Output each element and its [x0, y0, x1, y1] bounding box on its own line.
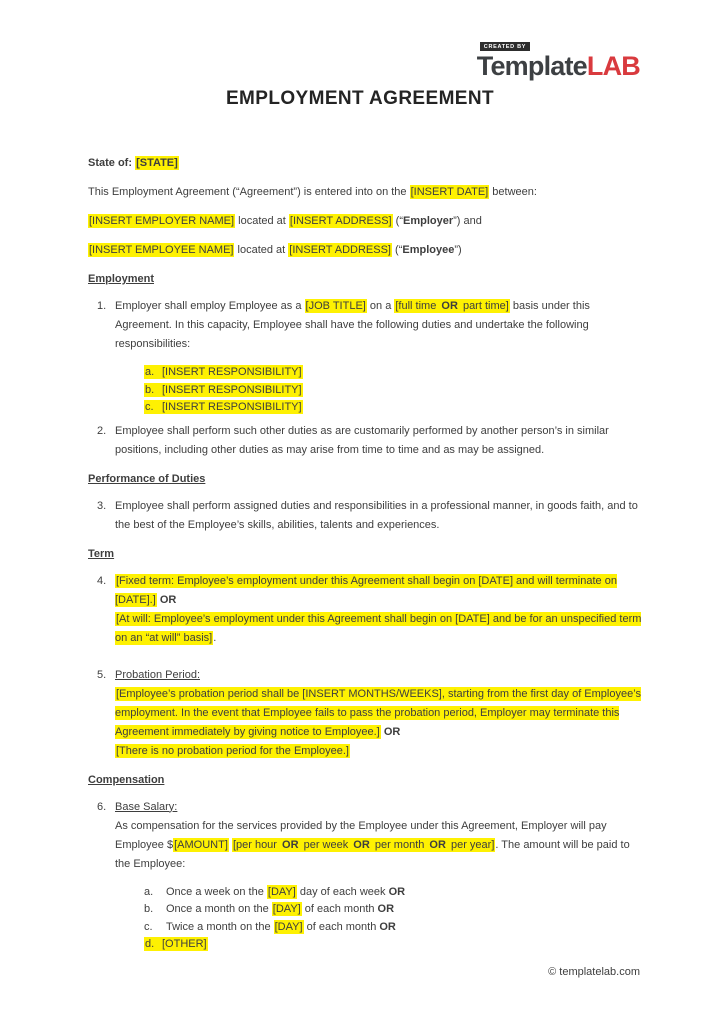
- placeholder-field: [STATE]: [136, 157, 178, 169]
- sub-item-letter: b.: [145, 383, 155, 396]
- placeholder-field: per year]: [447, 838, 495, 851]
- numbered-list-item: [88, 497, 642, 535]
- text-segment: located at: [234, 244, 289, 256]
- placeholder-field: [INSERT DATE]: [410, 186, 489, 198]
- sub-item-letter: c.: [145, 401, 154, 413]
- lettered-sub-item: [144, 364, 642, 381]
- text-segment: Employee shall perform assigned duties and responsibilities in a professional manner, in goods faith, and to the best of the Employee’s skills, abilities, talents and experiences.: [115, 499, 638, 531]
- text-segment: Twice a month on the: [166, 920, 274, 933]
- placeholder-field: [INSERT EMPLOYER NAME]: [89, 215, 235, 227]
- text-segment: Employer shall employ Employee as a: [115, 300, 305, 312]
- list-item-text: [115, 299, 590, 350]
- list-number: 6.: [97, 800, 107, 813]
- sub-item-letter: c.: [144, 920, 153, 933]
- list-item-text: [115, 669, 641, 758]
- placeholder-field: [Employee’s probation period shall be [INSERT MONTHS/WEEKS], starting from the first day of Employee’s employment. In the event that Employee fails to pass the probation period, Employer may terminate this Agreement immediately by giving notice to Employee.]: [115, 687, 641, 738]
- list-item-text: [115, 801, 630, 870]
- section-heading: [88, 771, 642, 790]
- list-number: 1.: [97, 300, 107, 312]
- placeholder-field: [INSERT RESPONSIBILITY]: [162, 401, 302, 413]
- placeholder-field: OR: [429, 838, 446, 851]
- placeholder-field: [There is no probation period for the Employee.]: [116, 744, 349, 757]
- placeholder-field: OR: [282, 838, 299, 851]
- lettered-sub-item: [144, 884, 642, 901]
- text-segment: of each month: [301, 903, 378, 915]
- text-segment: Once a week on the: [166, 885, 267, 898]
- text-segment: basis under this Agreement. In this capacity, Employee shall have the following duties and undertake the following responsibilities:: [115, 300, 590, 350]
- templatelab-logo: [477, 33, 640, 80]
- placeholder-field: [JOB TITLE]: [305, 300, 366, 312]
- text-segment: Employment: [88, 273, 155, 285]
- numbered-list-item: [88, 422, 642, 460]
- text-segment: Probation Period:: [115, 668, 200, 681]
- text-segment: between:: [489, 186, 537, 198]
- lettered-sub-item: [144, 936, 642, 953]
- placeholder-field: [per hour: [232, 838, 281, 851]
- text-segment: As compensation for the services provided by the Employee under this Agreement, Employer will pay Employee $: [115, 819, 607, 851]
- placeholder-field: OR: [441, 300, 458, 312]
- numbered-list-item: [88, 798, 642, 874]
- text-segment: OR: [379, 920, 396, 933]
- placeholder-field: [144, 383, 303, 397]
- list-item-text: [115, 425, 609, 456]
- placeholder-field: [INSERT RESPONSIBILITY]: [162, 383, 302, 396]
- placeholder-field: OR: [353, 838, 370, 851]
- list-number: 4.: [97, 574, 107, 587]
- placeholder-field: [At will: Employee’s employment under this Agreement shall begin on [DATE] and be for an unspecified term on an “at will” basis]: [115, 612, 642, 644]
- paragraph: [88, 212, 642, 231]
- list-number: 5.: [97, 668, 107, 681]
- sub-item-letter: d.: [145, 938, 155, 950]
- text-segment: Employee shall perform such other duties as are customarily performed by another person’s in similar positions, including other duties as may arise from time to time and as may be assigned.: [115, 424, 609, 456]
- text-segment: State of:: [88, 157, 136, 169]
- paragraph: [88, 154, 642, 173]
- text-segment: This Employment Agreement (“Agreement”) is entered into on the: [88, 186, 410, 198]
- text-segment: ”) and: [453, 215, 482, 227]
- text-segment: (“: [392, 215, 403, 227]
- placeholder-field: per week: [300, 838, 352, 851]
- text-segment: OR: [388, 885, 406, 898]
- text-segment: located at: [235, 215, 289, 227]
- placeholder-field: [full time: [395, 300, 440, 312]
- lettered-sub-item: [144, 382, 642, 399]
- placeholder-field: [Fixed term: Employee’s employment under this Agreement shall begin on [DATE] and will terminate on [DATE].]: [115, 574, 617, 606]
- text-segment: Base Salary:: [115, 800, 178, 813]
- placeholder-field: part time]: [459, 300, 509, 312]
- lettered-sub-item: [144, 901, 642, 918]
- logo-text-accent: LAB: [586, 51, 640, 81]
- text-segment: day of each week: [296, 885, 389, 898]
- text-segment: Performance of Duties: [88, 472, 206, 485]
- placeholder-field: [OTHER]: [162, 938, 207, 950]
- numbered-list-item: [88, 297, 642, 354]
- sub-item-letter: a.: [144, 885, 154, 898]
- text-segment: Term: [88, 547, 115, 560]
- text-segment: Employer: [402, 215, 454, 227]
- placeholder-field: [144, 400, 303, 414]
- text-segment: OR: [383, 725, 401, 738]
- placeholder-field: [DAY]: [267, 885, 296, 898]
- text-segment: .: [213, 631, 217, 644]
- lettered-sub-item: [144, 399, 642, 416]
- placeholder-field: [INSERT RESPONSIBILITY]: [162, 366, 302, 378]
- section-heading: [88, 470, 642, 489]
- footer-credit: © templatelab.com: [548, 966, 640, 978]
- lettered-sub-item: [144, 919, 642, 936]
- numbered-list-item: [88, 666, 642, 761]
- document-body: [88, 154, 642, 953]
- created-by-badge: CREATED BY: [480, 42, 530, 51]
- placeholder-field: [144, 365, 303, 379]
- list-item-text: [115, 574, 641, 645]
- numbered-list-item: [88, 572, 642, 648]
- logo-wordmark: [477, 52, 640, 80]
- text-segment: (“: [391, 244, 403, 256]
- placeholder-field: [INSERT EMPLOYEE NAME]: [89, 244, 234, 256]
- document-title: EMPLOYMENT AGREEMENT: [225, 88, 495, 109]
- list-number: 3.: [97, 499, 107, 512]
- placeholder-field: [AMOUNT]: [174, 838, 228, 851]
- text-segment: Compensation: [88, 773, 165, 786]
- text-segment: Once a month on the: [166, 903, 272, 915]
- text-segment: ”): [454, 244, 462, 256]
- placeholder-field: [DAY]: [272, 903, 301, 915]
- placeholder-field: per month: [371, 838, 428, 851]
- sub-item-letter: a.: [145, 366, 155, 378]
- text-segment: Employee: [402, 244, 455, 256]
- sub-item-letter: b.: [144, 903, 154, 915]
- paragraph: [88, 183, 642, 202]
- placeholder-field: [INSERT ADDRESS]: [289, 215, 392, 227]
- placeholder-field: [INSERT ADDRESS]: [289, 244, 391, 256]
- text-segment: OR: [377, 903, 395, 915]
- paragraph: [88, 241, 642, 260]
- section-heading: [88, 270, 642, 289]
- text-segment: . The amount will be paid to the Employee:: [115, 838, 630, 870]
- logo-text-primary: Template: [476, 51, 587, 81]
- section-heading: [88, 545, 642, 564]
- placeholder-field: [DAY]: [274, 920, 303, 933]
- text-segment: of each month: [303, 920, 380, 933]
- text-segment: on a: [366, 300, 395, 312]
- list-item-text: [115, 500, 638, 531]
- text-segment: OR: [159, 593, 177, 606]
- list-number: 2.: [97, 424, 107, 437]
- placeholder-field: [144, 937, 208, 951]
